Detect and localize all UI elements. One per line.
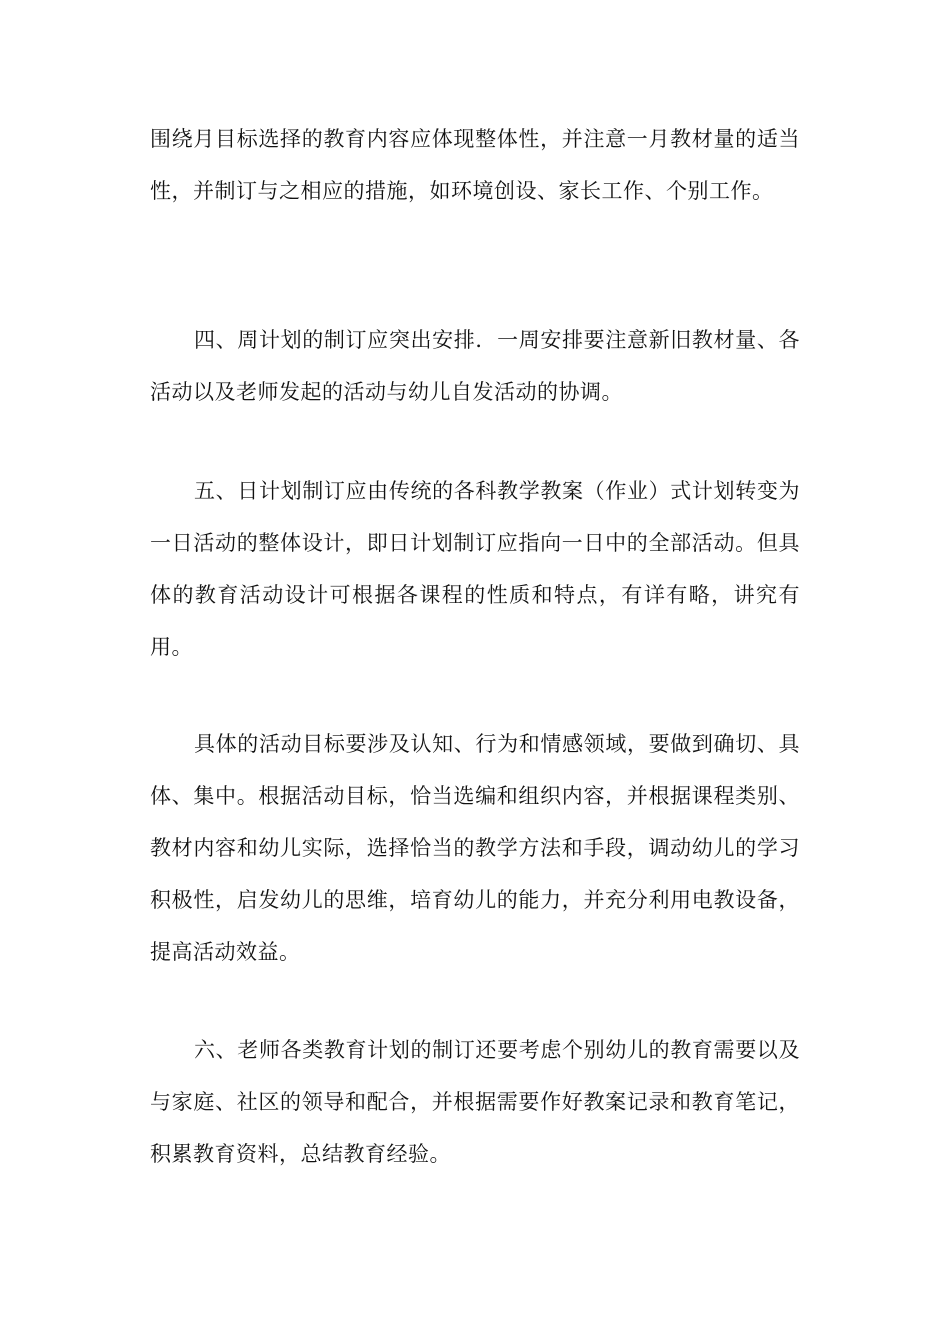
paragraph-monthly-content: 围绕月目标选择的教育内容应体现整体性，并注意一月教材量的适当性，并制订与之相应的措施，如环境创设、家长工作、个别工作。 xyxy=(150,127,800,203)
paragraph-individual-needs: 六、老师各类教育计划的制订还要考虑个别幼儿的教育需要以及与家庭、社区的领导和配合，并根据需要作好教案记录和教育笔记，积累教育资料，总结教育经验。 xyxy=(150,1038,800,1166)
paragraph-weekly-plan: 四、周计划的制订应突出安排．一周安排要注意新旧教材量、各活动以及老师发起的活动与幼儿自发活动的协调。 xyxy=(150,328,800,404)
paragraph-activity-goals: 具体的活动目标要涉及认知、行为和情感领域，要做到确切、具体、集中。根据活动目标，恰当选编和组织内容，并根据课程类别、教材内容和幼儿实际，选择恰当的教学方法和手段，调动幼儿的学习积极性，启发幼儿的思维，培育幼儿的能力，并充分利用电教设备，提高活动效益。 xyxy=(150,732,800,964)
paragraph-daily-plan: 五、日计划制订应由传统的各科教学教案（作业）式计划转变为一日活动的整体设计，即日计划制订应指向一日中的全部活动。但具体的教育活动设计可根据各课程的性质和特点，有详有略，讲究有用。 xyxy=(150,479,800,659)
